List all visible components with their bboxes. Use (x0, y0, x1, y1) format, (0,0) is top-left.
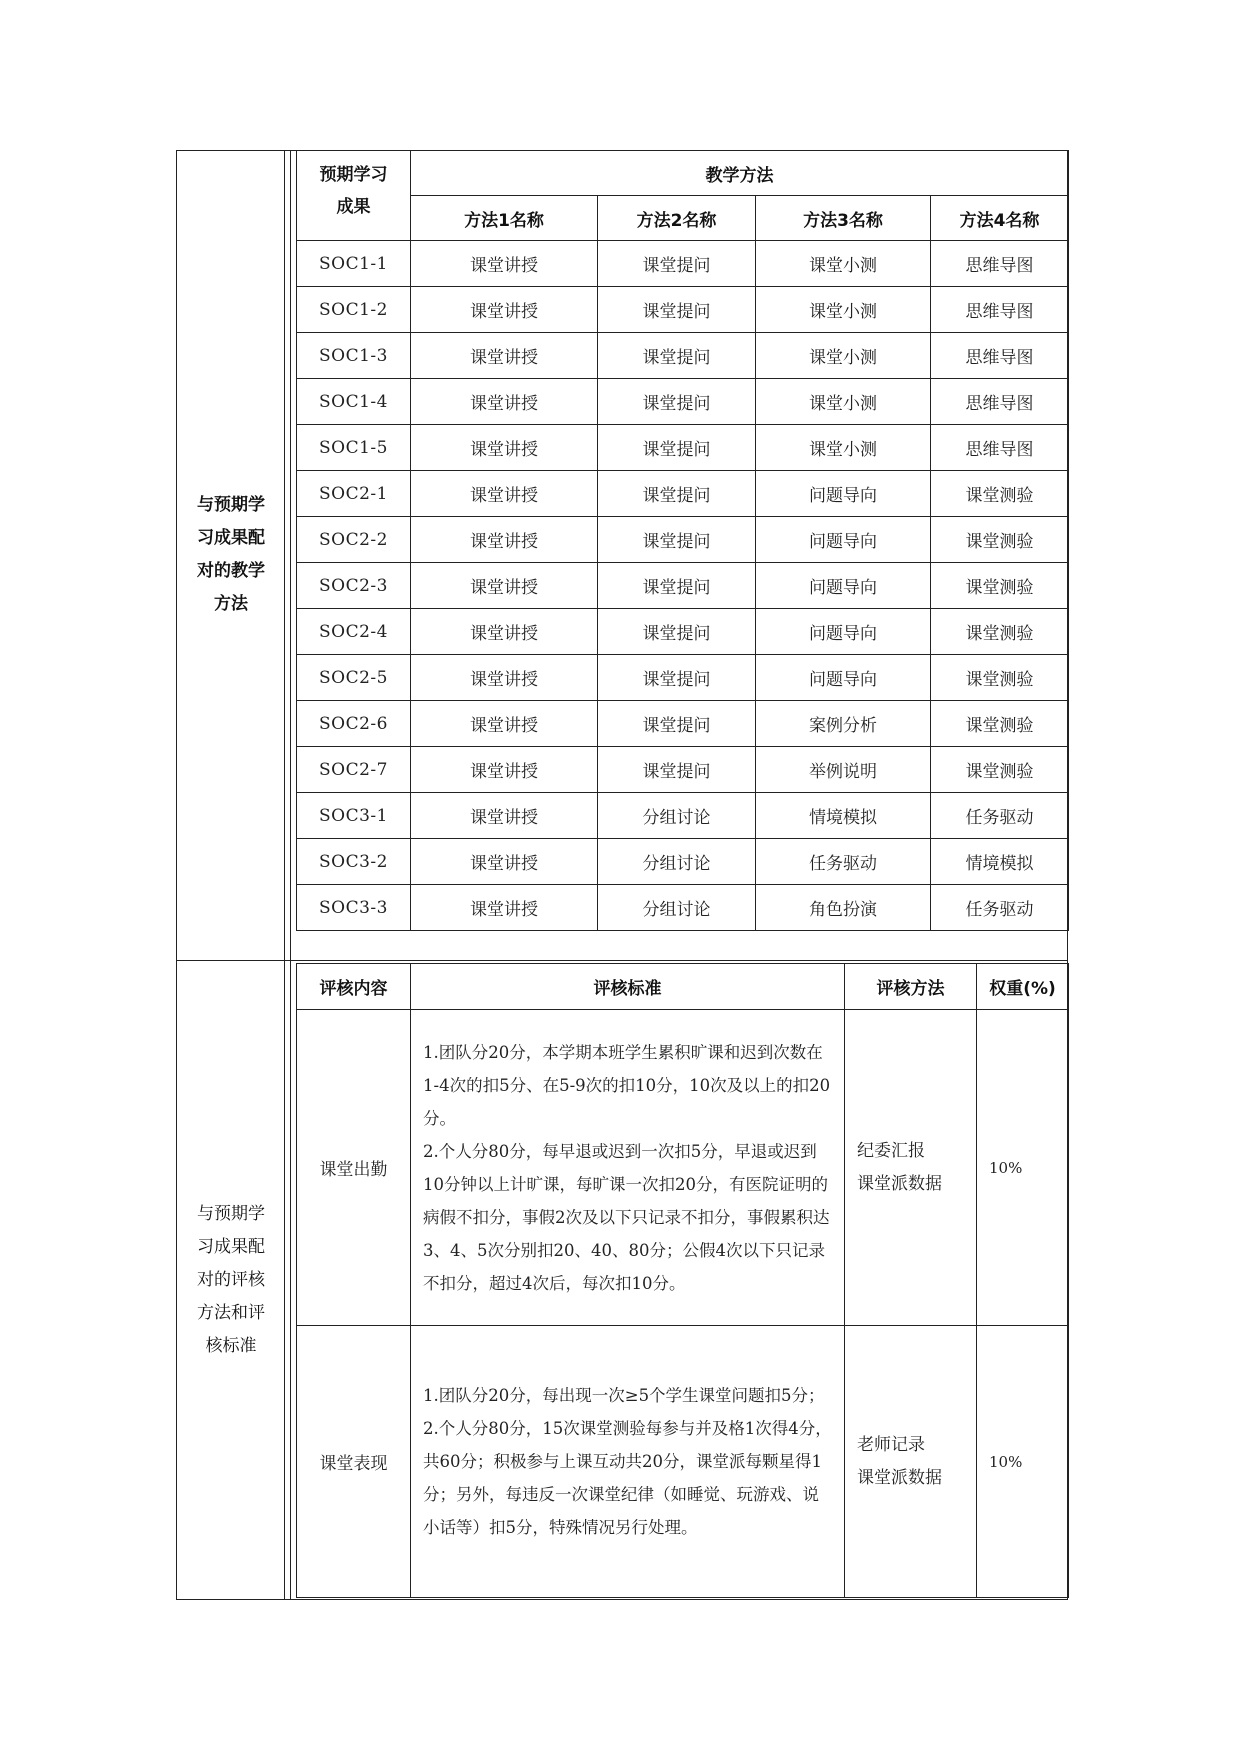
outcome-code: SOC2-7 (297, 747, 411, 793)
table-row (297, 793, 1069, 839)
method-1-cell: 课堂讲授 (411, 609, 598, 655)
method-3-cell: 课堂小测 (756, 379, 931, 425)
method-3-cell: 课堂小测 (756, 333, 931, 379)
method-2-cell: 分组讨论 (598, 793, 756, 839)
method-4-cell: 思维导图 (931, 333, 1069, 379)
method-3-cell: 问题导向 (756, 563, 931, 609)
standard-paragraph: 1.团队分20分，每出现一次≥5个学生课堂问题扣5分； (423, 1386, 825, 1405)
method-3-cell: 课堂小测 (756, 287, 931, 333)
method-2-cell: 课堂提问 (598, 425, 756, 471)
table-row (297, 885, 1069, 931)
method-3-cell: 情境模拟 (756, 793, 931, 839)
method-4-cell: 思维导图 (931, 241, 1069, 287)
outcome-code: SOC2-2 (297, 517, 411, 563)
label-column-divider (284, 150, 285, 1600)
method-3-cell: 问题导向 (756, 471, 931, 517)
table-row (297, 517, 1069, 563)
teaching-section-label (178, 152, 284, 958)
method-1-cell: 课堂讲授 (411, 793, 598, 839)
method-4-cell: 课堂测验 (931, 701, 1069, 747)
method-3-cell: 问题导向 (756, 655, 931, 701)
outcome-code: SOC1-5 (297, 425, 411, 471)
method-4-cell: 思维导图 (931, 379, 1069, 425)
method-4-cell: 课堂测验 (931, 747, 1069, 793)
label-line: 与预期学 (197, 1203, 265, 1224)
method-line: 老师记录 (857, 1434, 925, 1455)
label-line: 与预期学 (197, 495, 265, 515)
method-2-cell: 分组讨论 (598, 885, 756, 931)
label-line: 习成果配 (197, 1236, 265, 1257)
method-1-cell: 课堂讲授 (411, 701, 598, 747)
label-line: 对的教学 (197, 561, 265, 581)
assessment-method (845, 1326, 977, 1598)
method-4-cell: 任务驱动 (931, 793, 1069, 839)
assessment-standard (411, 1010, 845, 1326)
assessment-standard (411, 1326, 845, 1598)
outcome-code: SOC2-1 (297, 471, 411, 517)
outcome-code: SOC2-4 (297, 609, 411, 655)
standard-paragraph: 2.个人分80分，15次课堂测验每参与并及格1次得4分，共60分；积极参与上课互动共20分，课堂派每颗星得1分；另外，每违反一次课堂纪律（如睡觉、玩游戏、说小话等）扣5分，特殊情况另行处理。 (423, 1419, 832, 1537)
assessment-content: 课堂表现 (297, 1326, 411, 1598)
header-line: 成果 (336, 197, 371, 217)
method-2-cell: 课堂提问 (598, 747, 756, 793)
method-rows (297, 241, 1069, 931)
method-2-cell: 课堂提问 (598, 471, 756, 517)
method-3-cell: 举例说明 (756, 747, 931, 793)
method-line: 课堂派数据 (857, 1467, 942, 1488)
methods-header: 教学方法 (411, 151, 1069, 196)
table-row (297, 609, 1069, 655)
assessment-weight: 10% (977, 1326, 1069, 1598)
table-row (297, 241, 1069, 287)
label-line: 方法 (214, 594, 248, 614)
method-2-cell: 课堂提问 (598, 379, 756, 425)
method-1-cell: 课堂讲授 (411, 333, 598, 379)
method-4-cell: 课堂测验 (931, 563, 1069, 609)
assessment-content: 课堂出勤 (297, 1010, 411, 1326)
weight-header: 权重(%) (977, 964, 1069, 1010)
table-row (297, 747, 1069, 793)
method-1-cell: 课堂讲授 (411, 839, 598, 885)
method-1-cell: 课堂讲授 (411, 563, 598, 609)
label-line: 对的评核 (197, 1269, 265, 1290)
section-divider (176, 960, 1068, 961)
method-3-cell: 问题导向 (756, 517, 931, 563)
outcome-code: SOC3-2 (297, 839, 411, 885)
method-4-cell: 思维导图 (931, 287, 1069, 333)
method-2-cell: 课堂提问 (598, 241, 756, 287)
method-1-cell: 课堂讲授 (411, 747, 598, 793)
method-2-cell: 课堂提问 (598, 563, 756, 609)
method-1-cell: 课堂讲授 (411, 471, 598, 517)
standard-paragraph: 1.团队分20分，本学期本班学生累积旷课和迟到次数在1-4次的扣5分、在5-9次的扣10分，10次及以上的扣20分。 (423, 1042, 831, 1128)
method-3-cell: 任务驱动 (756, 839, 931, 885)
outcome-code: SOC1-3 (297, 333, 411, 379)
method-1-cell: 课堂讲授 (411, 287, 598, 333)
method-header: 评核方法 (845, 964, 977, 1010)
method-2-cell: 课堂提问 (598, 517, 756, 563)
outcome-header (297, 151, 411, 241)
assessment-table (296, 963, 1069, 1598)
method-1-cell: 课堂讲授 (411, 655, 598, 701)
outcome-code: SOC1-1 (297, 241, 411, 287)
method-2-cell: 课堂提问 (598, 287, 756, 333)
assessment-row (297, 1326, 1069, 1598)
label-line: 习成果配 (197, 528, 265, 548)
method-4-cell: 任务驱动 (931, 885, 1069, 931)
method-4-cell: 课堂测验 (931, 609, 1069, 655)
method-3-cell: 问题导向 (756, 609, 931, 655)
table-row (297, 333, 1069, 379)
method-3-cell: 案例分析 (756, 701, 931, 747)
method-4-cell: 情境模拟 (931, 839, 1069, 885)
content-header: 评核内容 (297, 964, 411, 1010)
standard-paragraph: 2.个人分80分，每早退或迟到一次扣5分，早退或迟到10分钟以上计旷课，每旷课一次扣20分，有医院证明的病假不扣分，事假2次及以下只记录不扣分，事假累积达3、4、5次分别扣20、40、80分；公假4次以下只记录不扣分，超过4次后，每次扣10分。 (423, 1141, 830, 1293)
label-column-divider-inner (290, 150, 291, 1600)
assessment-row (297, 1010, 1069, 1326)
method-2-cell: 课堂提问 (598, 701, 756, 747)
outcome-code: SOC1-4 (297, 379, 411, 425)
method-2-cell: 课堂提问 (598, 655, 756, 701)
outcome-code: SOC3-1 (297, 793, 411, 839)
method-2-cell: 分组讨论 (598, 839, 756, 885)
method-line: 课堂派数据 (857, 1173, 942, 1194)
method-4-cell: 课堂测验 (931, 655, 1069, 701)
method-2-cell: 课堂提问 (598, 609, 756, 655)
method-2-cell: 课堂提问 (598, 333, 756, 379)
method-3-cell: 课堂小测 (756, 425, 931, 471)
table-row (297, 839, 1069, 885)
table-row (297, 563, 1069, 609)
assessment-method (845, 1010, 977, 1326)
outcome-code: SOC2-3 (297, 563, 411, 609)
table-row (297, 425, 1069, 471)
header-line: 预期学习 (319, 165, 388, 185)
method-1-cell: 课堂讲授 (411, 241, 598, 287)
outcome-code: SOC1-2 (297, 287, 411, 333)
outcome-code: SOC3-3 (297, 885, 411, 931)
table-row (297, 379, 1069, 425)
method-4-cell: 思维导图 (931, 425, 1069, 471)
method-3-cell: 课堂小测 (756, 241, 931, 287)
method-1-cell: 课堂讲授 (411, 517, 598, 563)
method-1-cell: 课堂讲授 (411, 885, 598, 931)
outcome-code: SOC2-5 (297, 655, 411, 701)
method-line: 纪委汇报 (857, 1140, 925, 1161)
method-4-cell: 课堂测验 (931, 517, 1069, 563)
method-4-cell: 课堂测验 (931, 471, 1069, 517)
label-line: 方法和评 (197, 1302, 265, 1323)
method-1-header: 方法1名称 (411, 196, 598, 241)
table-row (297, 701, 1069, 747)
standard-header: 评核标准 (411, 964, 845, 1010)
table-row (297, 655, 1069, 701)
method-1-cell: 课堂讲授 (411, 425, 598, 471)
method-3-cell: 角色扮演 (756, 885, 931, 931)
assessment-section-label (178, 962, 284, 1598)
method-3-header: 方法3名称 (756, 196, 931, 241)
outcome-code: SOC2-6 (297, 701, 411, 747)
method-1-cell: 课堂讲授 (411, 379, 598, 425)
teaching-methods-table (296, 150, 1069, 931)
label-line: 核标准 (205, 1335, 257, 1356)
method-4-header: 方法4名称 (931, 196, 1069, 241)
table-row (297, 471, 1069, 517)
table-row (297, 287, 1069, 333)
assessment-weight: 10% (977, 1010, 1069, 1326)
method-2-header: 方法2名称 (598, 196, 756, 241)
